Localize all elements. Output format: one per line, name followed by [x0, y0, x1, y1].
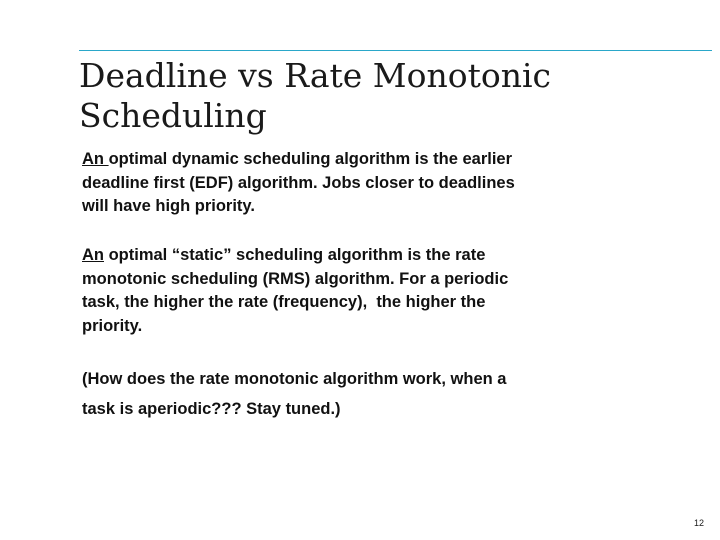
- paragraph-line: task is aperiodic??? Stay tuned.): [82, 400, 341, 418]
- paragraph-aperiodic-note: [82, 364, 506, 424]
- title-line-1: Deadline vs Rate Monotonic: [79, 56, 551, 95]
- paragraph-edf: [82, 148, 515, 219]
- paragraph-line: monotonic scheduling (RMS) algorithm. For a periodic: [82, 269, 509, 288]
- underlined-lead-word: An: [82, 246, 104, 264]
- paragraph-line: task, the higher the rate (frequency), the higher the: [82, 293, 486, 311]
- title-divider-line: [79, 50, 712, 51]
- paragraph-line: [82, 244, 508, 268]
- underlined-lead-word: An: [82, 150, 109, 168]
- paragraph-rms: [82, 244, 508, 338]
- slide-title: [79, 56, 551, 136]
- paragraph-line: deadline first (EDF) algorithm. Jobs closer to deadlines: [82, 173, 515, 192]
- paragraph-line: [82, 148, 515, 172]
- paragraph-line: priority.: [82, 316, 143, 335]
- title-line-2: Scheduling: [79, 96, 267, 135]
- paragraph-line: will have high priority.: [82, 197, 255, 215]
- paragraph-line-text: optimal dynamic scheduling algorithm is the earlier: [108, 150, 513, 168]
- paragraph-line-text: optimal “static” scheduling algorithm is the rate: [104, 246, 486, 264]
- page-number: 12: [693, 518, 704, 528]
- paragraph-line: (How does the rate monotonic algorithm work, when a: [82, 370, 507, 388]
